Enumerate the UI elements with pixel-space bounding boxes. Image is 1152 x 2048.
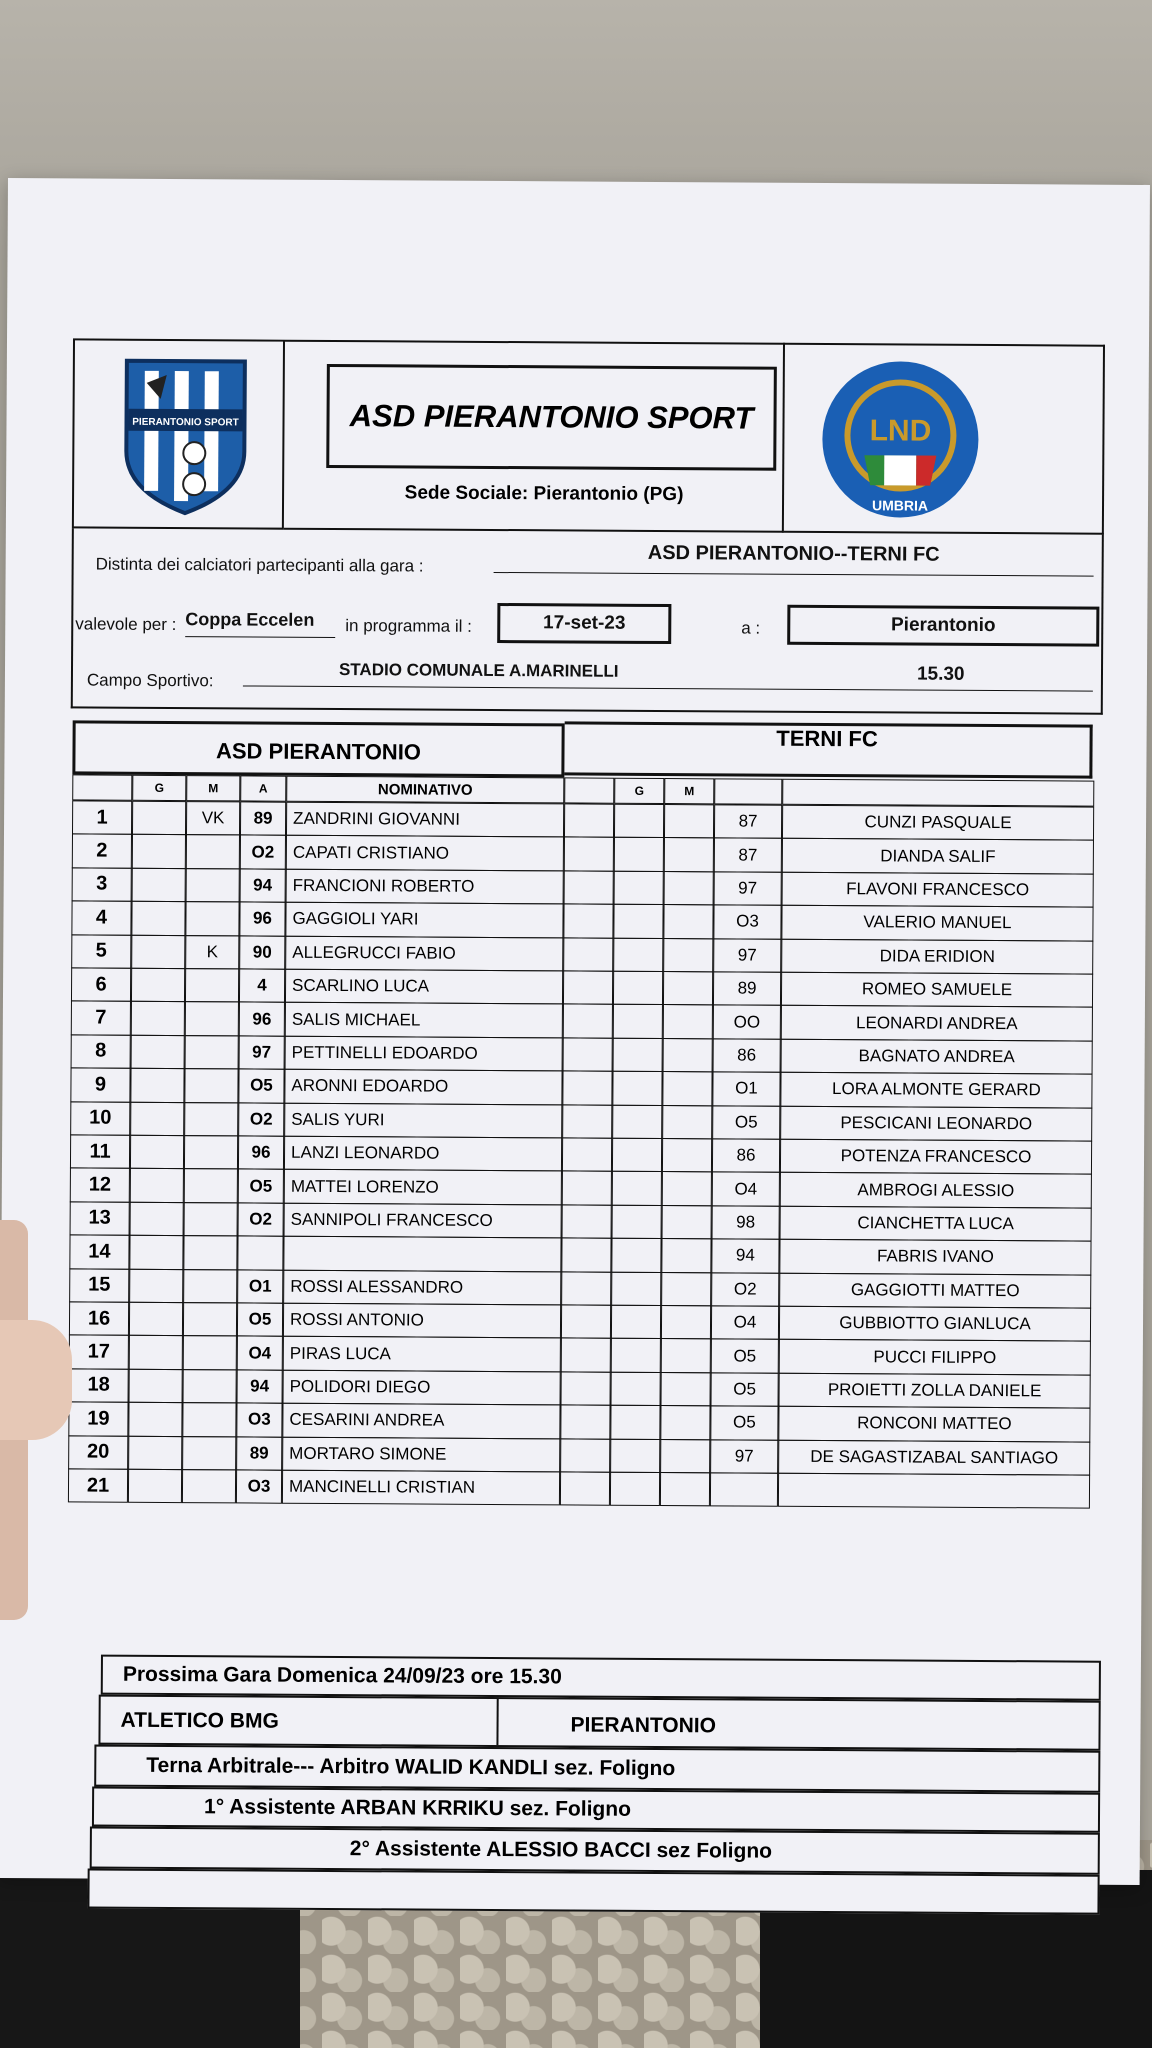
home-year: O2 [238,1202,284,1237]
away-name: PROIETTI ZOLLA DANIELE [779,1373,1091,1409]
away-year: O2 [711,1272,779,1307]
home-year: 96 [239,902,285,937]
away-g [613,1004,663,1039]
match-time: 15.30 [916,663,965,685]
match-name: ASD PIERANTONIO--TERNI FC [494,541,1094,577]
away-blank [561,1304,611,1339]
home-number: 10 [70,1101,130,1136]
home-number: 12 [70,1168,130,1203]
away-name: DIDA ERIDION [781,938,1093,974]
home-g [129,1302,183,1337]
col-m: M [186,775,240,801]
home-number: 15 [69,1268,129,1303]
away-year: OO [713,1005,781,1040]
away-m [664,804,714,839]
home-number: 7 [71,1001,131,1036]
home-year [237,1236,283,1271]
home-year: O5 [238,1069,284,1104]
home-year: O3 [236,1469,282,1504]
assistant1-line: 1° Assistente ARBAN KRRIKU sez. Foligno [92,1787,1100,1833]
header-block [72,338,1105,534]
home-year: 90 [239,935,285,970]
col-nominativo: NOMINATIVO [286,776,564,804]
home-name: MORTARO SIMONE [282,1436,560,1472]
away-g [610,1438,660,1473]
away-m [661,1238,711,1273]
away-name: GUBBIOTTO GIANLUCA [779,1306,1091,1342]
lnd-logo-text: LND [869,414,932,448]
home-m [183,1269,237,1304]
away-g [612,1205,662,1240]
away-name: LORA ALMONTE GERARD [780,1072,1092,1108]
home-year: O2 [238,1102,284,1137]
home-number: 20 [68,1435,128,1470]
home-year: O1 [237,1269,283,1304]
away-year: 98 [712,1205,780,1240]
away-year: O4 [711,1305,779,1340]
home-number: 17 [69,1335,129,1370]
away-blank [564,837,614,872]
col-number [72,774,132,800]
away-name: RONCONI MATTEO [778,1406,1090,1442]
away-year: O3 [713,905,781,940]
lnd-region-text: UMBRIA [871,497,929,514]
home-m: VK [186,801,240,836]
next-match-line: Prossima Gara Domenica 24/09/23 ore 15.30 [101,1655,1101,1701]
away-g [612,1071,662,1106]
away-m [662,1105,712,1140]
home-g [128,1469,182,1504]
away-year: O5 [712,1105,780,1140]
home-team-header: ASD PIERANTONIO [72,720,564,777]
away-m [660,1439,710,1474]
home-g [129,1235,183,1270]
away-team-header: TERNI FC [564,721,1092,778]
home-year: O5 [237,1302,283,1337]
away-name: POTENZA FRANCESCO [780,1139,1092,1175]
home-m [185,1001,239,1036]
away-g [611,1305,661,1340]
away-name: DIANDA SALIF [782,838,1094,874]
away-g [611,1338,661,1373]
home-g [129,1268,183,1303]
home-m [184,1102,238,1137]
away-blank [563,970,613,1005]
stadium-line [243,657,1093,691]
home-m [186,834,240,869]
away-blank [561,1338,611,1373]
away-blank [562,1171,612,1206]
home-g [130,1168,184,1203]
away-g [614,837,664,872]
a-label: a : [741,618,761,638]
home-m [184,1168,238,1203]
home-m [185,968,239,1003]
away-name: BAGNATO ANDREA [781,1039,1093,1075]
away-g [612,1104,662,1139]
away-m [662,1171,712,1206]
home-name: POLIDORI DIEGO [283,1369,561,1405]
home-number: 4 [71,901,131,936]
home-year: 96 [239,1002,285,1037]
home-g [131,1001,185,1036]
away-year: O5 [711,1372,779,1407]
home-g [128,1435,182,1470]
home-g [131,968,185,1003]
title-box [284,340,785,533]
away-g [613,904,663,939]
col-m-away: M [664,778,714,804]
referee-line: Terna Arbitrale--- Arbitro WALID KANDLI sez. Foligno [94,1745,1100,1793]
home-m [182,1469,236,1504]
home-year: 89 [236,1436,282,1471]
home-number: 11 [70,1134,130,1169]
col-g-away: G [614,778,664,804]
lnd-logo-box [784,343,1105,535]
home-m [183,1235,237,1270]
away-year: 86 [713,1038,781,1073]
away-name: FLAVONI FRANCESCO [782,872,1094,908]
home-year: 4 [239,968,285,1003]
home-name: MANCINELLI CRISTIAN [282,1470,560,1506]
club-logo-box [72,338,285,529]
home-year: 96 [238,1135,284,1170]
away-name: CUNZI PASQUALE [782,805,1094,841]
programma-label: in programma il : [345,616,472,636]
home-year: 97 [239,1035,285,1070]
home-m [183,1335,237,1370]
home-m [182,1436,236,1471]
away-blank [564,803,614,838]
away-blank [563,1037,613,1072]
home-year: 94 [240,868,286,903]
home-number: 8 [71,1034,131,1069]
col-away-empty [564,777,614,803]
home-year: O4 [237,1336,283,1371]
away-m [661,1305,711,1340]
away-blank [562,1104,612,1139]
home-g [131,934,185,969]
away-name [778,1473,1090,1509]
competition: Coppa Eccelen [185,609,335,638]
away-year: 86 [712,1138,780,1173]
home-number: 13 [70,1201,130,1236]
home-number: 3 [72,867,132,902]
home-name: LANZI LEONARDO [284,1136,562,1172]
away-m [664,837,714,872]
home-name: ALLEGRUCCI FABIO [285,935,563,971]
away-m [663,971,713,1006]
home-year: O5 [238,1169,284,1204]
home-m [186,868,240,903]
home-name [283,1236,561,1272]
away-name: LEONARDI ANDREA [781,1005,1093,1041]
home-number: 1 [72,800,132,835]
home-m [184,1202,238,1237]
away-m [663,1004,713,1039]
away-year: 89 [713,971,781,1006]
match-date: 17-set-23 [497,603,671,644]
home-name: CAPATI CRISTIANO [286,835,564,871]
away-year: O4 [712,1172,780,1207]
home-year: 89 [240,801,286,836]
home-g [129,1335,183,1370]
away-g [611,1372,661,1407]
away-m [660,1405,710,1440]
next-match-divider [496,1699,498,1745]
home-m [185,901,239,936]
home-year: 94 [237,1369,283,1404]
home-year: O2 [240,835,286,870]
home-name: FRANCIONI ROBERTO [286,869,564,905]
lnd-logo-icon [784,345,1105,537]
home-m [184,1135,238,1170]
away-m [663,1038,713,1073]
away-g [613,971,663,1006]
home-number: 19 [68,1402,128,1437]
away-blank [562,1137,612,1172]
home-g [130,1068,184,1103]
away-name: GAGGIOTTI MATTEO [779,1272,1091,1308]
away-m [662,1071,712,1106]
home-m [184,1068,238,1103]
col-a-away [714,778,782,804]
home-m [183,1302,237,1337]
home-name: GAGGIOLI YARI [285,902,563,938]
home-number: 16 [69,1301,129,1336]
home-number: 14 [69,1235,129,1270]
away-blank [563,1004,613,1039]
col-a: A [240,775,286,801]
home-number: 9 [70,1068,130,1103]
home-name: SCARLINO LUCA [285,969,563,1005]
stadium-name: STADIO COMUNALE A.MARINELLI [338,660,619,681]
away-blank [561,1238,611,1273]
home-number: 5 [71,934,131,969]
home-g [130,1202,184,1237]
away-blank [561,1371,611,1406]
home-name: MATTEI LORENZO [284,1169,562,1205]
home-name: SALIS MICHAEL [285,1002,563,1038]
away-name: AMBROGI ALESSIO [780,1172,1092,1208]
away-g [614,804,664,839]
home-name: SANNIPOLI FRANCESCO [284,1203,562,1239]
home-g [129,1369,183,1404]
away-name: DE SAGASTIZABAL SANTIAGO [778,1439,1090,1475]
away-m [664,871,714,906]
home-name: ROSSI ANTONIO [283,1303,561,1339]
away-year: 87 [714,838,782,873]
roster-grid [66,774,1103,1530]
away-blank [560,1405,610,1440]
away-g [613,1038,663,1073]
valevole-label: valevole per : [75,614,177,635]
home-number: 21 [68,1468,128,1503]
home-g [132,834,186,869]
away-blank [563,937,613,972]
away-blank [560,1438,610,1473]
away-name: PUCCI FILIPPO [779,1339,1091,1375]
assistant2-line: 2° Assistente ALESSIO BACCI sez Foligno [90,1827,1100,1875]
away-year: 87 [714,804,782,839]
match-place: Pierantonio [787,605,1099,647]
away-name: FABRIS IVANO [779,1239,1091,1275]
home-m [182,1402,236,1437]
home-name: SALIS YURI [284,1102,562,1138]
home-number: 6 [71,967,131,1002]
roster-sheet [0,178,1150,1885]
club-crest-text: PIERANTONIO SPORT [132,416,239,429]
next-match-teams [98,1695,1100,1751]
away-year: O1 [712,1072,780,1107]
away-g [610,1405,660,1440]
away-year: 94 [711,1239,779,1274]
away-g [613,937,663,972]
away-year: O5 [711,1339,779,1374]
away-year: 97 [710,1439,778,1474]
hand-finger [0,1320,72,1440]
home-g [128,1402,182,1437]
home-year: O3 [236,1403,282,1438]
home-g [132,801,186,836]
away-blank [563,904,613,939]
away-year: 97 [713,938,781,973]
home-m [183,1369,237,1404]
home-g [131,901,185,936]
home-g [130,1135,184,1170]
away-blank [564,870,614,905]
info-block [71,528,1104,714]
club-sede: Sede Sociale: Pierantonio (PG) [404,482,684,506]
away-name: CIANCHETTA LUCA [780,1206,1092,1242]
away-g [612,1138,662,1173]
away-name: ROMEO SAMUELE [781,972,1093,1008]
away-m [661,1338,711,1373]
away-g [614,871,664,906]
away-name: VALERIO MANUEL [781,905,1093,941]
away-g [612,1171,662,1206]
away-m [663,904,713,939]
home-number: 18 [69,1368,129,1403]
home-g [132,868,186,903]
home-g [131,1035,185,1070]
home-name: ZANDRINI GIOVANNI [286,802,564,838]
distinta-label: Distinta dei calciatori partecipanti alla gara : [95,554,424,576]
away-blank [561,1271,611,1306]
club-crest-icon [74,340,287,531]
next-match-away: PIERANTONIO [570,1713,717,1738]
empty-footer-line [87,1869,1099,1915]
col-g: G [132,775,186,801]
away-m [660,1472,710,1507]
home-m [185,1035,239,1070]
away-blank [560,1471,610,1506]
away-m [661,1372,711,1407]
away-m [663,938,713,973]
campo-label: Campo Sportivo: [86,670,214,691]
away-m [662,1138,712,1173]
home-name: CESARINI ANDREA [282,1403,560,1439]
away-m [662,1205,712,1240]
home-name: PETTINELLI EDOARDO [285,1036,563,1072]
away-year [710,1472,778,1507]
home-name: ROSSI ALESSANDRO [283,1269,561,1305]
away-year: O5 [710,1406,778,1441]
home-name: ARONNI EDOARDO [284,1069,562,1105]
home-name: PIRAS LUCA [283,1336,561,1372]
away-year: 97 [714,871,782,906]
away-g [611,1238,661,1273]
away-blank [562,1204,612,1239]
away-g [610,1472,660,1507]
club-title: ASD PIERANTONIO SPORT [326,364,777,471]
away-m [661,1272,711,1307]
col-name-away [782,779,1094,807]
sheet-content [72,338,1105,1863]
home-m: K [185,935,239,970]
away-g [611,1271,661,1306]
away-name: PESCICANI LEONARDO [780,1105,1092,1141]
home-g [130,1101,184,1136]
away-blank [562,1071,612,1106]
next-match-home: ATLETICO BMG [120,1708,279,1733]
home-number: 2 [72,834,132,869]
